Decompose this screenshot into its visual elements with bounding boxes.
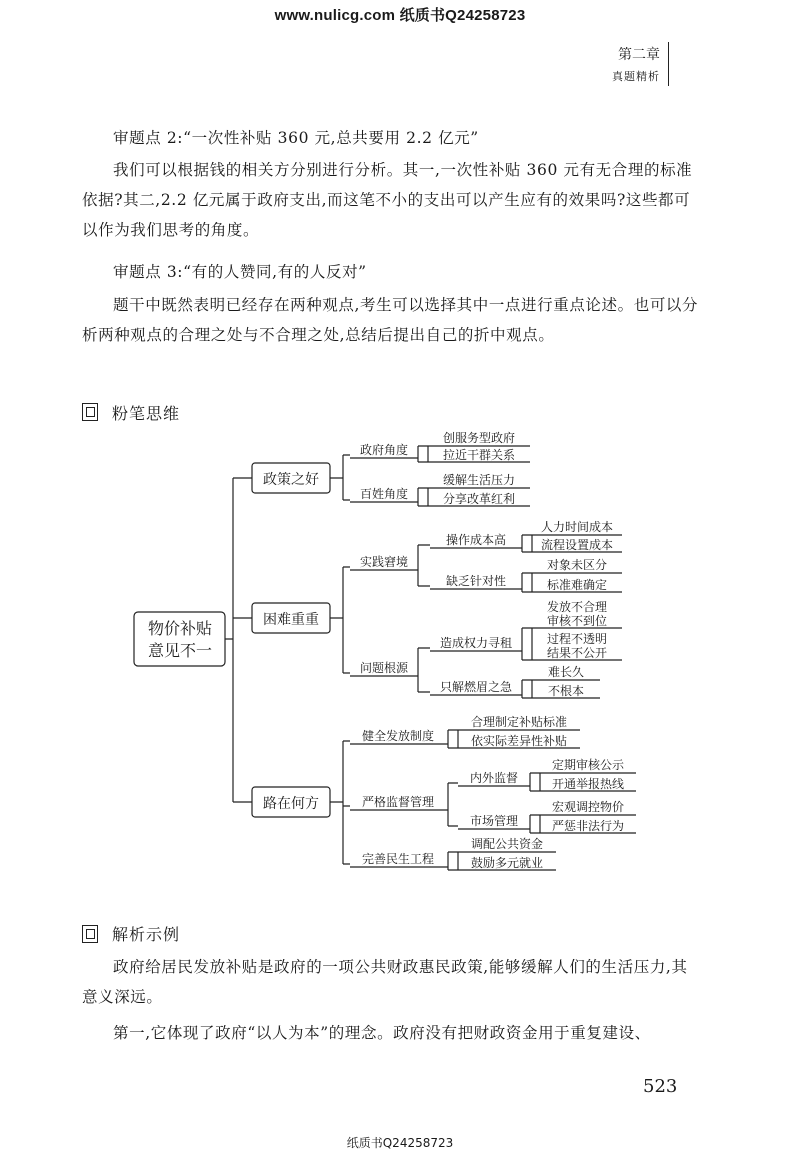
b3-c2-label: 严格监督管理 xyxy=(361,795,435,809)
b2-c1-d1-leaf1: 人力时间成本 xyxy=(540,520,614,534)
b2-c2-d2-label: 只解燃眉之急 xyxy=(439,680,513,694)
b3-c2-d1-leaf1: 定期审核公示 xyxy=(551,758,625,772)
mindmap-root-line1: 物价补贴 xyxy=(147,619,213,638)
branch3-label: 路在何方 xyxy=(263,796,319,812)
chapter-divider xyxy=(668,42,669,86)
b3-c2-d2-label: 市场管理 xyxy=(469,814,519,828)
mindmap-diagram xyxy=(0,420,800,900)
b2-c2-d2-leaf1: 难长久 xyxy=(547,665,585,679)
b1-c2-label: 百姓角度 xyxy=(359,487,409,501)
b3-c2-d2-leaf1: 宏观调控物价 xyxy=(551,800,625,814)
b3-c3-leaf1: 调配公共资金 xyxy=(470,837,544,851)
b3-c1-leaf1: 合理制定补贴标准 xyxy=(470,715,568,729)
point3-title: 审题点 3:“有的人赞同,有的人反对” xyxy=(113,263,367,281)
b2-c1-d2-label: 缺乏针对性 xyxy=(445,574,507,588)
branch1-label: 政策之好 xyxy=(263,472,319,488)
analysis-paragraph-2: 第一,它体现了政府“以人为本”的理念。政府没有把财政资金用于重复建设、 xyxy=(113,1024,651,1042)
b2-c2-d2-leaf2: 不根本 xyxy=(547,684,585,698)
b2-c2-d1-leaf3: 过程不透明 xyxy=(546,632,608,646)
chapter-subtitle: 真题精析 xyxy=(612,70,660,83)
b3-c2-d2-leaf2: 严惩非法行为 xyxy=(551,819,625,833)
b1-c1-leaf1: 创服务型政府 xyxy=(442,431,516,445)
page-number: 523 xyxy=(643,1076,678,1097)
chalk-thinking-icon xyxy=(82,403,98,421)
b2-c2-d1-leaf1: 发放不合理 xyxy=(546,600,608,614)
b3-c2-d1-leaf2: 开通举报热线 xyxy=(551,777,625,791)
b2-c1-d1-label: 操作成本高 xyxy=(445,533,507,547)
b2-c1-d2-leaf1: 对象未区分 xyxy=(546,558,608,572)
analysis-section-title: 解析示例 xyxy=(112,925,181,944)
point3-paragraph: 题干中既然表明已经存在两种观点,考生可以选择其中一点进行重点论述。也可以分析两种观点的合理之处与不合理之处,总结后提出自己的折中观点。 xyxy=(82,296,699,344)
b3-c3-label: 完善民生工程 xyxy=(361,852,435,866)
b1-c2-leaf1: 缓解生活压力 xyxy=(442,473,516,487)
point2-title: 审题点 2:“一次性补贴 360 元,总共要用 2.2 亿元” xyxy=(113,129,479,147)
point2-paragraph: 我们可以根据钱的相关方分别进行分析。其一,一次性补贴 360 元有无合理的标准依据?其二,2.2 亿元属于政府支出,而这笔不小的支出可以产生应有的效果吗?这些都可以作为我们思考的角度。 xyxy=(82,161,693,239)
analysis-paragraph-1: 政府给居民发放补贴是政府的一项公共财政惠民政策,能够缓解人们的生活压力,其意义深远。 xyxy=(82,958,688,1006)
b1-c2-leaf2: 分享改革红利 xyxy=(442,492,516,506)
bottom-watermark: 纸质书Q24258723 xyxy=(346,1136,454,1150)
b3-c2-d1-label: 内外监督 xyxy=(469,771,519,785)
chapter-title: 第二章 xyxy=(618,47,660,63)
b2-c2-label: 问题根源 xyxy=(359,661,409,675)
b2-c2-d1-leaf4: 结果不公开 xyxy=(546,646,608,660)
branch2-label: 困难重重 xyxy=(263,612,319,628)
b2-c1-d2-leaf2: 标准难确定 xyxy=(546,578,608,592)
top-watermark: www.nulicg.com 纸质书Q24258723 xyxy=(274,7,526,24)
analysis-section-icon xyxy=(82,925,98,943)
mindmap-root-line2: 意见不一 xyxy=(147,641,213,660)
b2-c2-d1-leaf2: 审核不到位 xyxy=(546,614,608,628)
b2-c2-d1-label: 造成权力寻租 xyxy=(439,636,513,650)
mindmap-section-title: 粉笔思维 xyxy=(112,404,181,423)
b3-c1-label: 健全发放制度 xyxy=(361,729,435,743)
b3-c1-leaf2: 依实际差异性补贴 xyxy=(470,734,568,748)
b1-c1-label: 政府角度 xyxy=(359,443,409,457)
b1-c1-leaf2: 拉近干群关系 xyxy=(442,448,516,462)
b3-c3-leaf2: 鼓励多元就业 xyxy=(470,856,544,870)
b2-c1-d1-leaf2: 流程设置成本 xyxy=(540,538,614,552)
b2-c1-label: 实践窘境 xyxy=(359,555,409,569)
